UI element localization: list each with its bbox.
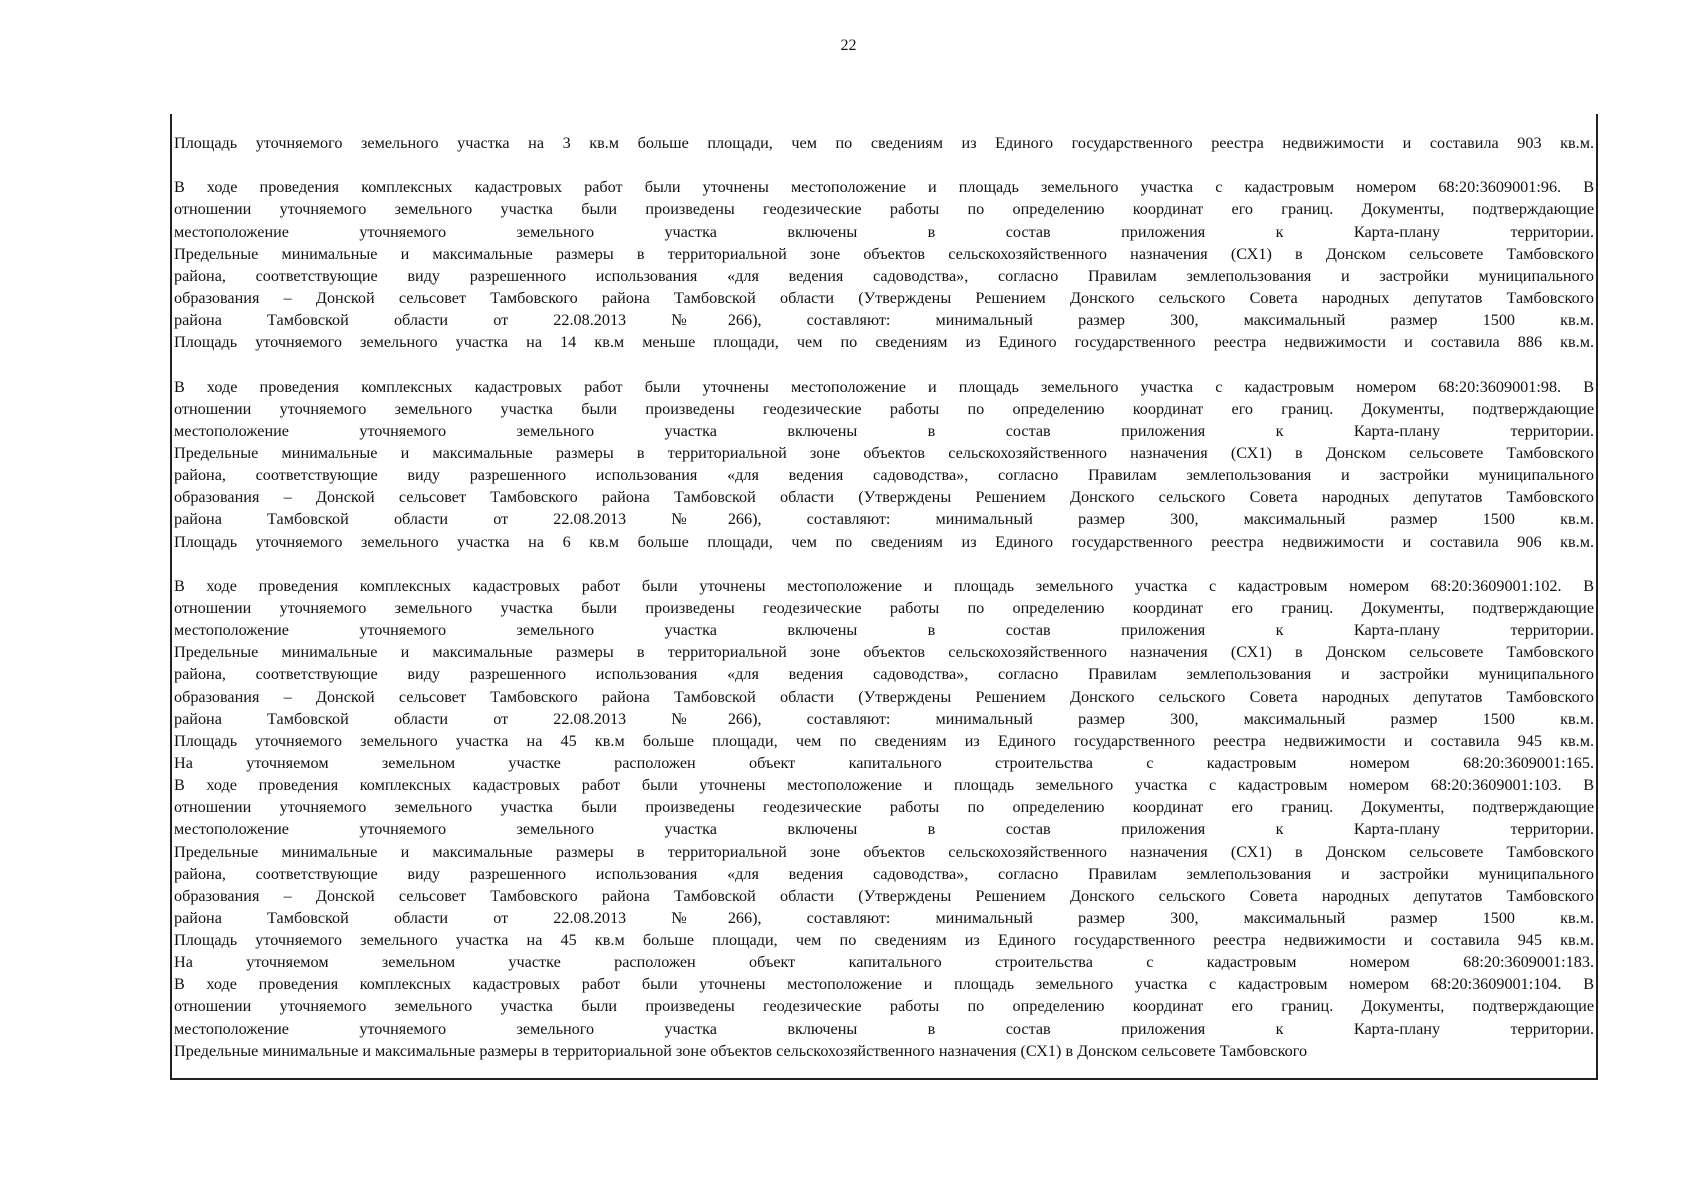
- text-line: отношении уточняемого земельного участка были произведены геодезические работы по определению координат его границ. Документы, подтверждающие: [174, 399, 1594, 418]
- text-line: местоположение уточняемого земельного участка включены в состав приложения к Карта-плану территории.: [174, 820, 1594, 839]
- paragraph-gap: [174, 353, 1594, 375]
- paragraph: [174, 575, 1594, 774]
- text-line: района, соответствующие виду разрешенного использования «для ведения садоводства», согласно Правилам землепользования и застройки муниципального: [174, 466, 1594, 485]
- text-line: образования – Донской сельсовет Тамбовского района Тамбовской области (Утверждены Решением Донского сельского Совета народных депутатов Тамбовского: [174, 288, 1594, 307]
- text-line: Площадь уточняемого земельного участка на 6 кв.м больше площади, чем по сведениям из Единого государственного реестра недвижимости и составила 906 кв.м.: [174, 532, 1594, 551]
- text-line: Площадь уточняемого земельного участка на 45 кв.м больше площади, чем по сведениям из Единого государственного реестра недвижимости и составила 945 кв.м.: [174, 731, 1594, 750]
- text-line: На уточняемом земельном участке расположен объект капитального строительства с кадастровым номером 68:20:3609001:165.: [174, 753, 1594, 772]
- text-line: отношении уточняемого земельного участка были произведены геодезические работы по определению координат его границ. Документы, подтверждающие: [174, 798, 1594, 817]
- text-line: местоположение уточняемого земельного участка включены в состав приложения к Карта-плану территории.: [174, 621, 1594, 640]
- paragraph: [174, 176, 1594, 353]
- text-line: местоположение уточняемого земельного участка включены в состав приложения к Карта-плану территории.: [174, 222, 1594, 241]
- text-line: района, соответствующие виду разрешенного использования «для ведения садоводства», согласно Правилам землепользования и застройки муниципального: [174, 864, 1594, 883]
- text-line: отношении уточняемого земельного участка были произведены геодезические работы по определению координат его границ. Документы, подтверждающие: [174, 598, 1594, 617]
- text-line: района Тамбовской области от 22.08.2013 №266), составляют: минимальный размер 300, максимальный размер 1500 кв.м.: [174, 311, 1594, 330]
- paragraph-gap: [174, 553, 1594, 575]
- text-line: района Тамбовской области от 22.08.2013 №266), составляют: минимальный размер 300, максимальный размер 1500 кв.м.: [174, 510, 1594, 529]
- paragraph: [174, 774, 1594, 973]
- text-line: отношении уточняемого земельного участка были произведены геодезические работы по определению координат его границ. Документы, подтверждающие: [174, 200, 1594, 219]
- text-line: Предельные минимальные и максимальные размеры в территориальной зоне объектов сельскохозяйственного назначения (СХ1) в Донском сельсовете Тамбовского: [174, 443, 1594, 462]
- text-line: Предельные минимальные и максимальные размеры в территориальной зоне объектов сельскохозяйственного назначения (СХ1) в Донском сельсовете Тамбовского: [174, 842, 1594, 861]
- text-line: местоположение уточняемого земельного участка включены в состав приложения к Карта-плану территории.: [174, 1019, 1594, 1038]
- text-line: В ходе проведения комплексных кадастровых работ были уточнены местоположение и площадь земельного участка с кадастровым номером 68:20:3609001:98. В: [174, 377, 1594, 396]
- text-line: В ходе проведения комплексных кадастровых работ были уточнены местоположение и площадь земельного участка с кадастровым номером 68:20:3609001:102. В: [174, 576, 1594, 595]
- text-line: Площадь уточняемого земельного участка на 45 кв.м больше площади, чем по сведениям из Единого государственного реестра недвижимости и составила 945 кв.м.: [174, 931, 1594, 950]
- text-line: В ходе проведения комплексных кадастровых работ были уточнены местоположение и площадь земельного участка с кадастровым номером 68:20:3609001:103. В: [174, 776, 1594, 795]
- text-line: Площадь уточняемого земельного участка на 3 кв.м больше площади, чем по сведениям из Единого государственного реестра недвижимости и составила 903 кв.м.: [174, 134, 1594, 152]
- paragraph: [174, 973, 1594, 1062]
- text-line: района Тамбовской области от 22.08.2013 №266), составляют: минимальный размер 300, максимальный размер 1500 кв.м.: [174, 709, 1594, 728]
- text-line: Предельные минимальные и максимальные размеры в территориальной зоне объектов сельскохозяйственного назначения (СХ1) в Донском сельсовете Тамбовского: [174, 1041, 1308, 1060]
- text-line: В ходе проведения комплексных кадастровых работ были уточнены местоположение и площадь земельного участка с кадастровым номером 68:20:3609001:96. В: [174, 178, 1594, 197]
- text-line: местоположение уточняемого земельного участка включены в состав приложения к Карта-плану территории.: [174, 421, 1594, 440]
- text-line: района, соответствующие виду разрешенного использования «для ведения садоводства», согласно Правилам землепользования и застройки муниципального: [174, 665, 1594, 684]
- text-line: образования – Донской сельсовет Тамбовского района Тамбовской области (Утверждены Решением Донского сельского Совета народных депутатов Тамбовского: [174, 488, 1594, 507]
- text-line: На уточняемом земельном участке расположен объект капитального строительства с кадастровым номером 68:20:3609001:183.: [174, 953, 1594, 972]
- text-line: Предельные минимальные и максимальные размеры в территориальной зоне объектов сельскохозяйственного назначения (СХ1) в Донском сельсовете Тамбовского: [174, 643, 1594, 662]
- text-line: района, соответствующие виду разрешенного использования «для ведения садоводства», согласно Правилам землепользования и застройки муниципального: [174, 266, 1594, 285]
- text-line: района Тамбовской области от 22.08.2013 №266), составляют: минимальный размер 300, максимальный размер 1500 кв.м.: [174, 908, 1594, 927]
- text-line: Предельные минимальные и максимальные размеры в территориальной зоне объектов сельскохозяйственного назначения (СХ1) в Донском сельсовете Тамбовского: [174, 244, 1594, 263]
- text-line: Площадь уточняемого земельного участка на 14 кв.м меньше площади, чем по сведениям из Единого государственного реестра недвижимости и составила 886 кв.м.: [174, 333, 1594, 352]
- text-line: образования – Донской сельсовет Тамбовского района Тамбовской области (Утверждены Решением Донского сельского Совета народных депутатов Тамбовского: [174, 687, 1594, 706]
- paragraph-gap: [174, 154, 1594, 176]
- paragraph: [174, 132, 1594, 154]
- document-body: [174, 132, 1594, 1062]
- page-number: 22: [840, 37, 857, 54]
- text-line: отношении уточняемого земельного участка были произведены геодезические работы по определению координат его границ. Документы, подтверждающие: [174, 997, 1594, 1016]
- text-line: образования – Донской сельсовет Тамбовского района Тамбовской области (Утверждены Решением Донского сельского Совета народных депутатов Тамбовского: [174, 886, 1594, 905]
- paragraph: [174, 376, 1594, 553]
- text-line: В ходе проведения комплексных кадастровых работ были уточнены местоположение и площадь земельного участка с кадастровым номером 68:20:3609001:104. В: [174, 975, 1594, 994]
